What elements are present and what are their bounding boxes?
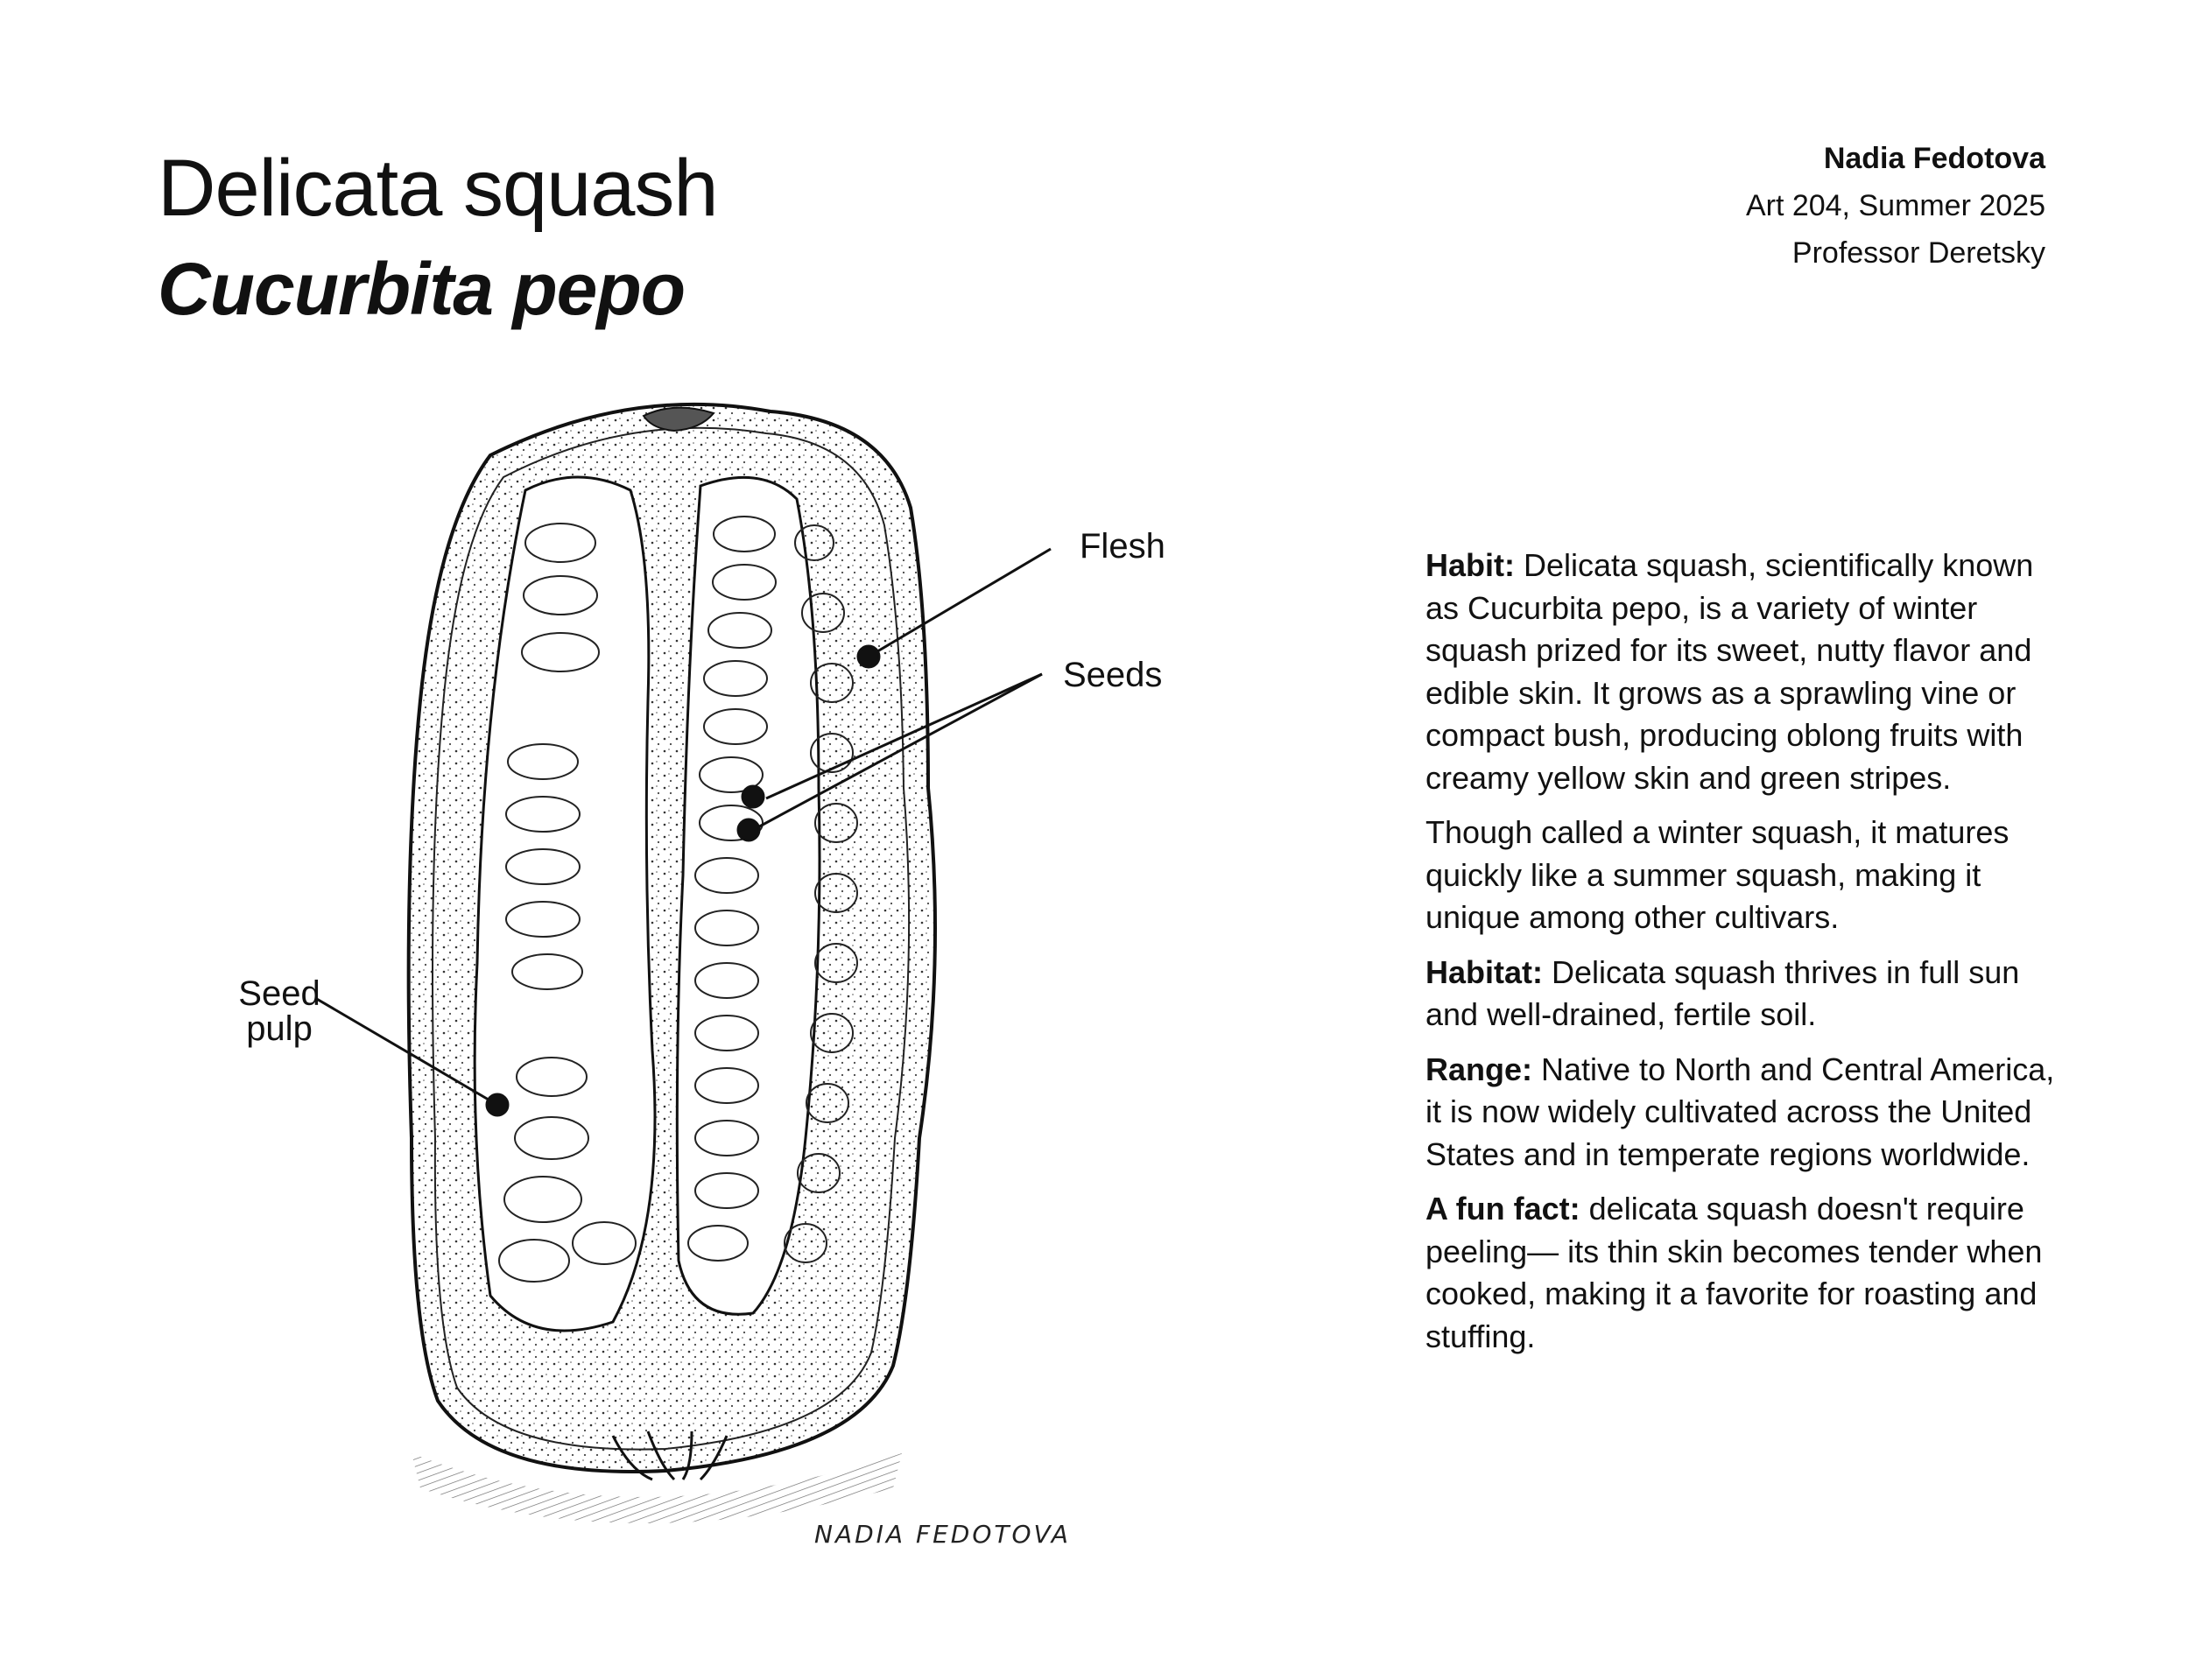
habitat-text: Delicata squash thrives in full sun and well-drained, fertile soil. (1425, 953, 2020, 1032)
label-seeds: Seeds (1063, 656, 1163, 694)
habit-term: Habit: (1425, 547, 1515, 583)
habitat-paragraph (1425, 952, 2056, 1037)
label-flesh: Flesh (1080, 527, 1165, 566)
professor-name: Professor Deretsky (1791, 236, 2045, 270)
label-seed-pulp-line1: Seed (238, 974, 320, 1013)
flesh-pointer-dot (858, 646, 879, 667)
fun-fact-text: delicata squash doesn't require peeling— its thin skin becomes tender when cooked, making it a favorite for roasting and stuffing. (1425, 1191, 2043, 1354)
right-seed-cavity (677, 477, 820, 1314)
description-text (1425, 545, 2056, 1370)
label-seed-pulp (214, 976, 345, 1046)
range-term: Range: (1425, 1051, 1533, 1087)
range-text: Native to North and Central America, it is now widely cultivated across the United States and in temperate regions worldwide. (1425, 1051, 2055, 1172)
artist-signature (814, 1520, 1071, 1549)
seed-pulp-pointer-dot (487, 1094, 508, 1115)
author-name: Nadia Fedotova (1823, 142, 2045, 175)
course-info: Art 204, Summer 2025 (1745, 189, 2045, 222)
author-block (1746, 135, 2045, 277)
scientific-name-heading: Cucurbita pepo (158, 248, 686, 330)
seed-pointer-dot-2 (738, 819, 759, 840)
label-seed-pulp-line2: pulp (246, 1009, 313, 1048)
fun-fact-paragraph (1425, 1188, 2056, 1358)
range-paragraph (1425, 1049, 2056, 1177)
habit-paragraph (1425, 545, 2056, 799)
habitat-term: Habitat: (1425, 953, 1543, 990)
seed-pointer-dot-1 (743, 786, 764, 807)
habit-text: Delicata squash, scientifically known as Cucurbita pepo, is a variety of winter squash prized for its sweet, nutty flavor and edible skin. It grows as a sprawling vine or compact bush, producing oblong fruits with creamy yellow skin and green stripes. (1425, 547, 2034, 796)
svg-text:NADIA FEDOTOVA: NADIA FEDOTOVA (814, 1520, 1071, 1549)
common-name-heading: Delicata squash (158, 144, 718, 233)
note-paragraph: Though called a winter squash, it matures quickly like a summer squash, making it unique among other cultivars. (1425, 814, 2010, 935)
fun-fact-term: A fun fact: (1425, 1191, 1580, 1227)
